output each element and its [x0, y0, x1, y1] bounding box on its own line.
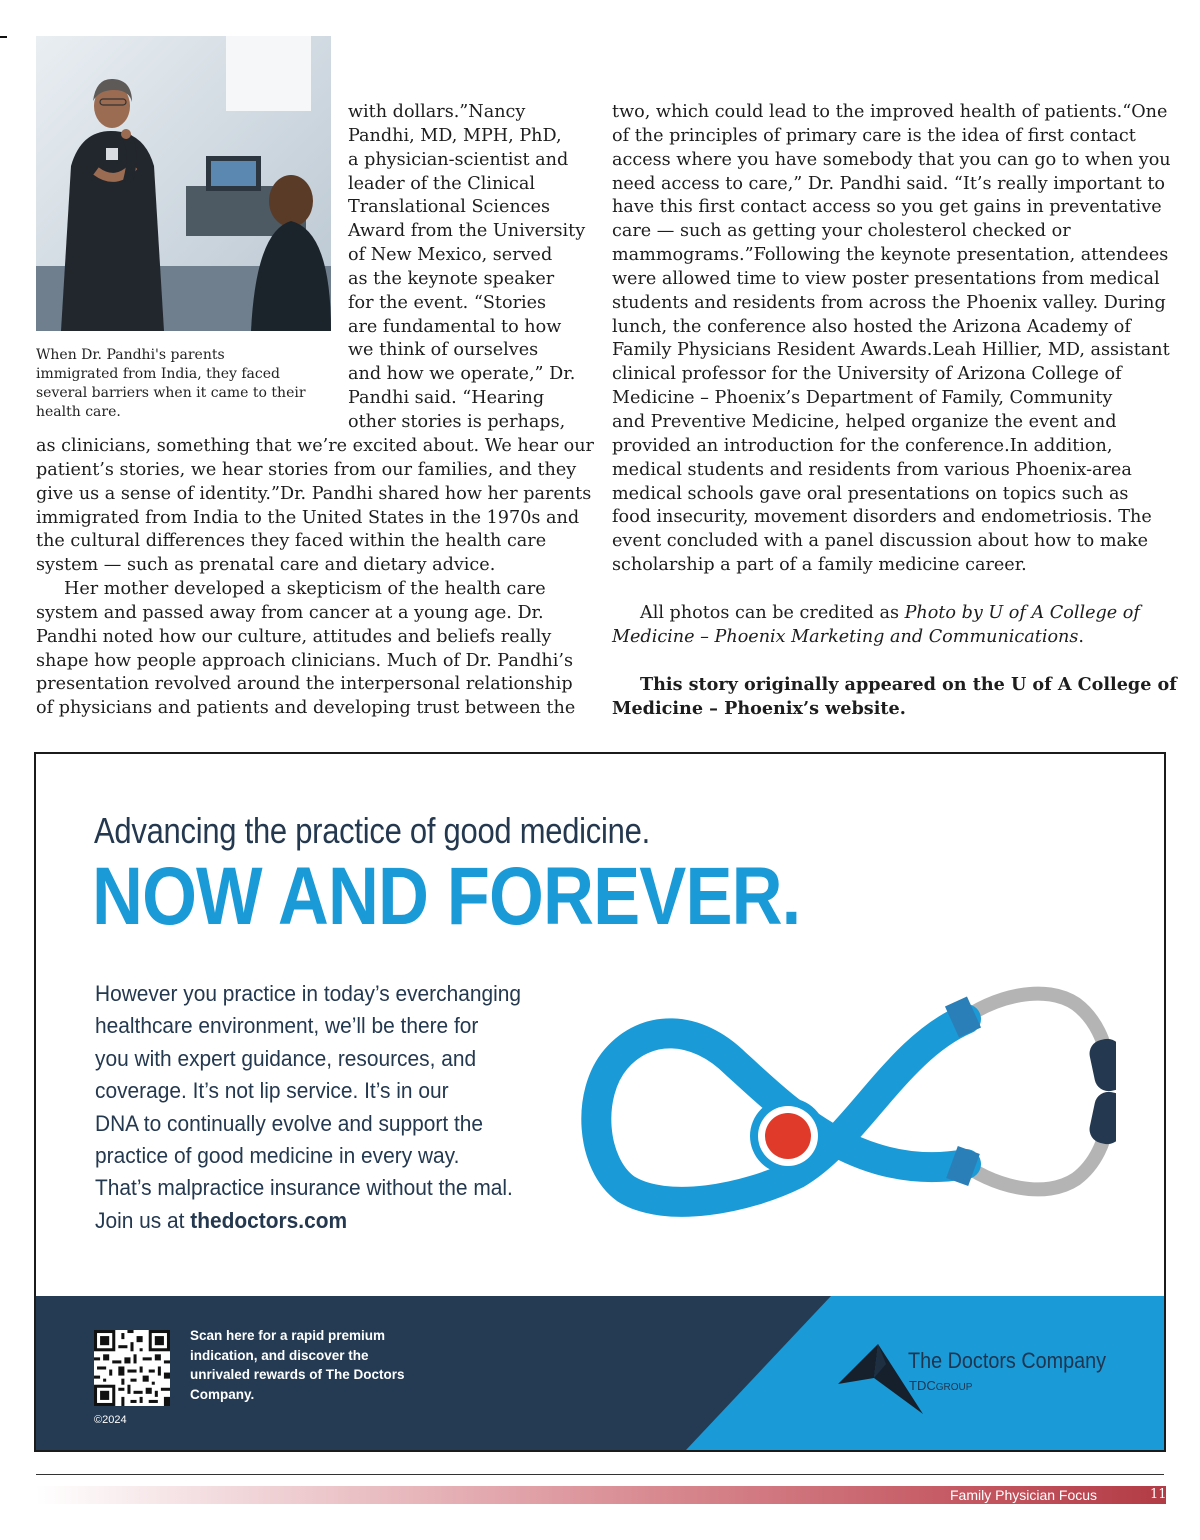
text-line: Her mother developed a skepticism of the health care [64, 579, 546, 600]
text-line: need access to care,” Dr. Pandhi said. “It’s really important to [612, 173, 1166, 194]
article-wide-column [36, 435, 596, 721]
company-group-small: GROUP [935, 1382, 973, 1393]
ad-copyright: ©2024 [94, 1414, 127, 1426]
text-line: food insecurity, movement disorders and endometriosis. The [612, 507, 1152, 528]
article-right-column [612, 101, 1177, 721]
ad-join-line [95, 1205, 542, 1237]
text-line: give us a sense of identity.”Dr. Pandhi shared how her parents [36, 483, 592, 504]
text-line: Pandhi said. “Hearing [348, 388, 545, 409]
speaker-photo [36, 36, 331, 331]
ad-tagline: Advancing the practice of good medicine. [94, 810, 650, 851]
text-line: immigrated from India to the United States in the 1970s and [36, 507, 580, 528]
photo-caption: When Dr. Pandhi's parents immigrated from India, they faced several barriers when it came to their health care. [36, 347, 306, 420]
text-line: other stories is perhaps, [348, 411, 566, 432]
text-line: scholarship a part of a family medicine career. [612, 555, 1027, 576]
thedoctors-link[interactable]: thedoctors.com [190, 1207, 348, 1233]
text-line: Pandhi noted how our culture, attitudes and beliefs really [36, 626, 552, 647]
company-group [909, 1378, 972, 1393]
text-line: of the principles of primary care is the idea of first contact [612, 125, 1136, 146]
text-line: students and residents from across the Phoenix valley. During [612, 292, 1166, 313]
text-line: as clinicians, something that we’re excited about. We hear our [36, 436, 594, 456]
article-narrow-column [348, 101, 593, 435]
company-group-main: TDC [909, 1378, 936, 1393]
text-line: the cultural differences they faced within the health care [36, 531, 547, 552]
photo-credit [612, 602, 1172, 626]
page-number: 11 [1150, 1487, 1167, 1502]
text-line: we think of ourselves [348, 340, 539, 361]
text-line: were allowed time to view poster presentations from medical [612, 268, 1160, 289]
text-line: event concluded with a panel discussion about how to make [612, 531, 1149, 552]
text-line: presentation revolved around the interpersonal relationship [36, 674, 573, 695]
text-line: care — such as getting your cholesterol checked or [612, 221, 1071, 242]
text-line: and how we operate,” Dr. [348, 364, 576, 385]
story-origin-note: This story originally appeared on the U of A College of [640, 674, 1177, 696]
stethoscope-infinity-icon [556, 964, 1116, 1224]
photo-credit-end: . [1078, 626, 1085, 647]
text-line: medical students and residents from various Phoenix-area [612, 459, 1132, 480]
doctors-company-ad [34, 752, 1166, 1452]
text-line: with dollars.”Nancy [348, 102, 526, 122]
text-line: as the keynote speaker [348, 268, 555, 289]
photo-credit-italic: Medicine – Phoenix Marketing and Communications [612, 626, 1079, 647]
text-line: access where you have somebody that you can go to when you [612, 149, 1171, 170]
text-line: Pandhi, MD, MPH, PhD, [348, 125, 562, 146]
text-line: lunch, the conference also hosted the Arizona Academy of [612, 316, 1131, 337]
story-origin-note: Medicine – Phoenix’s website. [612, 698, 906, 720]
speaker-photo-image [36, 36, 331, 331]
ad-body-line: practice of good medicine in every way. [95, 1143, 460, 1169]
text-line: system — such as prenatal care and dietary advice. [36, 555, 496, 576]
ad-body-line: healthcare environment, we’ll be there for [95, 1013, 479, 1039]
text-line: mammograms.”Following the keynote presentation, attendees [612, 245, 1169, 266]
text-line: system and passed away from cancer at a young age. Dr. [36, 602, 544, 623]
text-line: medical schools gave oral presentations on topics such as [612, 483, 1129, 504]
text-line: clinical professor for the University of Arizona College of [612, 364, 1122, 385]
text-line: Translational Sciences [348, 197, 551, 218]
ad-headline: NOW AND FOREVER. [92, 851, 801, 942]
text-line: of physicians and patients and developing trust between the [36, 698, 576, 719]
company-name: The Doctors Company [908, 1348, 1107, 1373]
ad-body-line: you with expert guidance, resources, and [95, 1045, 477, 1071]
text-line: two, which could lead to the improved health of patients.“One [612, 102, 1168, 122]
text-line: Family Physicians Resident Awards.Leah Hillier, MD, assistant [612, 340, 1170, 361]
text-line: patient’s stories, we hear stories from our families, and they [36, 459, 577, 480]
text-line: provided an introduction for the conference.In addition, [612, 435, 1113, 456]
text-line: leader of the Clinical [348, 173, 535, 194]
text-line: a physician-scientist and [348, 149, 569, 170]
text-line: Medicine – Phoenix’s Department of Family, Community [612, 388, 1113, 409]
footer-divider [36, 1474, 1164, 1475]
photo-credit-italic: Photo by U of A College of [904, 602, 1140, 623]
ad-body [95, 978, 565, 1237]
photo-credit-lead: All photos can be credited as [640, 602, 905, 623]
text-line: and Preventive Medicine, helped organize the event and [612, 411, 1117, 432]
text-line: of New Mexico, served [348, 245, 553, 266]
text-line: Award from the University [348, 221, 586, 242]
ad-body-line: DNA to continually evolve and support the [95, 1110, 484, 1136]
crop-mark [0, 36, 7, 38]
ad-body-line: That’s malpractice insurance without the mal. [95, 1175, 513, 1201]
text-line: have this first contact access so you get gains in preventative [612, 197, 1162, 218]
ad-body-line: However you practice in today’s everchanging [95, 981, 521, 1006]
qr-code-icon[interactable] [94, 1330, 170, 1406]
photo-credit-cont [612, 626, 1172, 650]
text-line: shape how people approach clinicians. Much of Dr. Pandhi’s [36, 650, 574, 671]
ad-join-text: Join us at [95, 1207, 191, 1233]
scan-instructions: Scan here for a rapid premium indication, and discover the unrivaled rewards of The Doctors Company. [190, 1328, 405, 1402]
ad-body-line: coverage. It’s not lip service. It’s in our [95, 1078, 449, 1104]
publication-title: Family Physician Focus [950, 1487, 1098, 1503]
text-line: for the event. “Stories [348, 292, 547, 313]
text-line: are fundamental to how [348, 316, 562, 337]
